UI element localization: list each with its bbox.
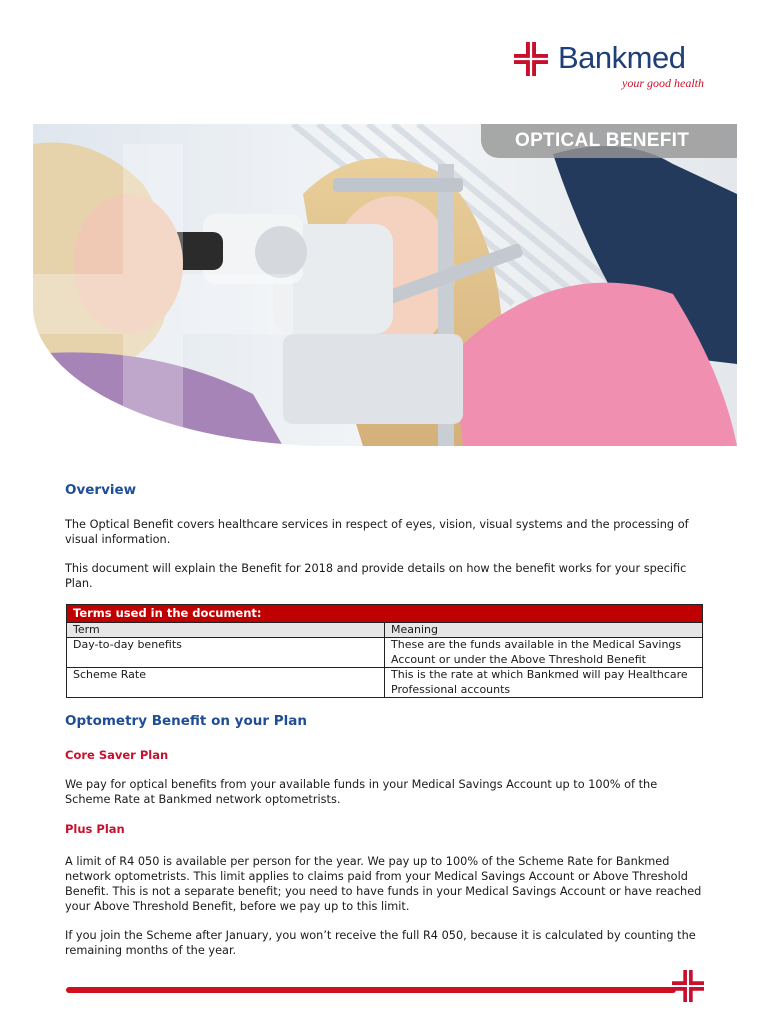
footer-divider [66, 987, 676, 993]
overview-paragraph-2: This document will explain the Benefit for 2018 and provide details on how the benefit works for your specific Plan. [65, 562, 687, 590]
overview-heading: Overview [65, 482, 137, 498]
plus-plan-paragraph-2: If you join the Scheme after January, you won’t receive the full R4 050, because it is calculated by counting the remaining months of the year. [65, 929, 696, 957]
bankmed-logo [514, 40, 704, 96]
footer-cross-icon [672, 970, 704, 1002]
terms-header-meaning: Meaning [385, 622, 703, 638]
bankmed-cross-icon [514, 42, 548, 76]
term-cell: Day-to-day benefits [67, 638, 385, 668]
terms-table [66, 604, 703, 698]
brand-tagline: your good health [622, 76, 704, 90]
table-row [67, 638, 703, 668]
core-saver-paragraph: We pay for optical benefits from your available funds in your Medical Savings Account up to 100% of the Scheme Rate at Bankmed network optometrists. [65, 778, 658, 806]
optometry-heading: Optometry Benefit on your Plan [65, 713, 307, 729]
overview-paragraph-1: The Optical Benefit covers healthcare services in respect of eyes, vision, visual systems and the processing of visual information. [65, 518, 689, 546]
optometry-photo-illustration [33, 124, 737, 446]
terms-table-header-row [67, 622, 703, 638]
plus-plan-heading: Plus Plan [65, 822, 125, 836]
term-cell: Scheme Rate [67, 668, 385, 698]
brand-name: Bankmed [558, 40, 686, 75]
terms-table-title-row [67, 605, 703, 623]
meaning-cell: This is the rate at which Bankmed will pay Healthcare Professional accounts [385, 668, 703, 698]
plus-plan-paragraph-1: A limit of R4 050 is available per person for the year. We pay up to 100% of the Scheme Rate for Bankmed network optometrists. This limit applies to claims paid from your Medical Savings Account or Above Threshold Benefit. This is not a separate benefit; you need to have funds in your Medical Savings Account or have reached your Above Threshold Benefit, before we pay up to this limit. [65, 855, 702, 913]
core-saver-heading: Core Saver Plan [65, 748, 169, 762]
meaning-cell: These are the funds available in the Medical Savings Account or under the Above Threshold Benefit [385, 638, 703, 668]
terms-table-title: Terms used in the document: [67, 605, 703, 623]
terms-header-term: Term [67, 622, 385, 638]
hero-image [33, 124, 737, 446]
table-row [67, 668, 703, 698]
hero-banner-title: OPTICAL BENEFIT [481, 124, 737, 158]
